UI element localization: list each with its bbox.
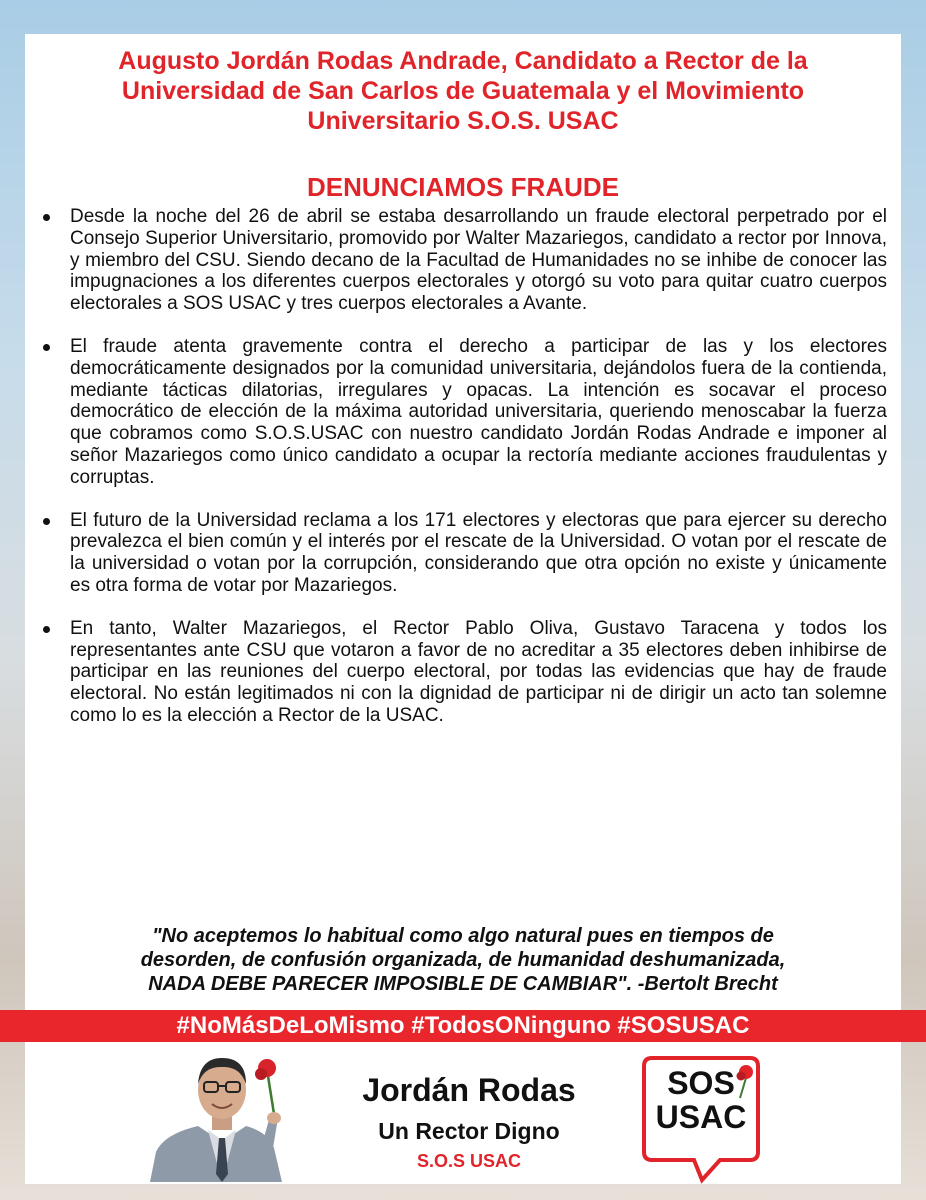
flyer-title bbox=[25, 46, 901, 136]
quote-line: "No aceptemos lo habitual como algo natural pues en tiempos de bbox=[152, 925, 774, 947]
title-line: Augusto Jordán Rodas Andrade, Candidato a Rector de la bbox=[118, 47, 808, 75]
title-line: Universidad de San Carlos de Guatemala y el Movimiento bbox=[121, 77, 805, 105]
candidate-tagline: Un Rector Digno bbox=[378, 1118, 560, 1144]
sos-usac-logo bbox=[642, 1056, 768, 1184]
brecht-quote bbox=[85, 924, 841, 996]
quote-line: desorden, de confusión organizada, de humanidad deshumanizada, bbox=[140, 949, 786, 971]
logo-text bbox=[642, 1066, 760, 1134]
bullet-dot-icon bbox=[43, 518, 50, 525]
movement-name: S.O.S USAC bbox=[416, 1151, 522, 1171]
quote-line: NADA DEBE PARECER IMPOSIBLE DE CAMBIAR". -Bertolt Brecht bbox=[148, 973, 778, 995]
bullet-text: El futuro de la Universidad reclama a los 171 electores y electoras que para ejercer su derecho prevalezca el bien común y el interés por el rescate de la Universidad. O votan por el rescate de la universidad o votan por la corrupción, considerando que otra opción no existe y únicamente es otra forma de votar por Mazariegos. bbox=[70, 509, 887, 596]
footer-panel bbox=[25, 1042, 901, 1184]
bullet-text: Desde la noche del 26 de abril se estaba desarrollando un fraude electoral perpetrado por el Consejo Superior Universitario, promovido por Walter Mazariegos, candidato a rector por Innova, y miembro del CSU. Siendo decano de la Facultad de Humanidades no se inhibe de conocer las impugnaciones a los diferentes cuerpos electorales y otorgó su voto para quitar cuatro cuerpos electorales a SOS USAC y tres cuerpos electorales a Avante. bbox=[70, 206, 887, 315]
bullet-list bbox=[37, 206, 887, 748]
bullet-dot-icon bbox=[43, 214, 50, 221]
candidate-photo bbox=[142, 1052, 302, 1182]
bullet-item bbox=[37, 618, 887, 727]
bullet-item bbox=[37, 510, 887, 597]
candidate-name: Jordán Rodas bbox=[362, 1072, 576, 1108]
bullet-item bbox=[37, 206, 887, 315]
bullet-dot-icon bbox=[43, 344, 50, 351]
title-line: Universitario S.O.S. USAC bbox=[307, 107, 619, 135]
hashtag-bar: #NoMásDeLoMismo #TodosONinguno #SOSUSAC bbox=[0, 1010, 926, 1042]
logo-line: USAC bbox=[655, 1099, 747, 1135]
bullet-text: En tanto, Walter Mazariegos, el Rector Pablo Oliva, Gustavo Taracena y todos los representantes ante CSU que votaron a favor de no acreditar a 35 electores deben inhibirse de participar en las reuniones del cuerpo electoral, por todas las evidencias que hay de fraude electoral. No están legitimados ni con la dignidad de participar ni de dirigir un acto tan solemne como lo es la elección a Rector de la USAC. bbox=[70, 617, 887, 726]
section-heading: DENUNCIAMOS FRAUDE bbox=[307, 172, 619, 202]
logo-line: SOS bbox=[667, 1065, 735, 1101]
bullet-dot-icon bbox=[43, 626, 50, 633]
bullet-text: El fraude atenta gravemente contra el derecho a participar de las y los electores democráticamente designados por la comunidad universitaria, dejándolos fuera de la contienda, mediante tácticas dilatorias, irregulares y opacas. La intención es socavar el proceso democrático de elección de la máxima autoridad universitaria, queriendo menoscabar la fuerza que cobramos como S.O.S.USAC con nuestro candidato Jordán Rodas Andrade e imponer al señor Mazariegos como único candidato a ocupar la rectoría mediante acciones fraudulentas y corruptas. bbox=[70, 335, 887, 488]
bullet-item bbox=[37, 336, 887, 489]
